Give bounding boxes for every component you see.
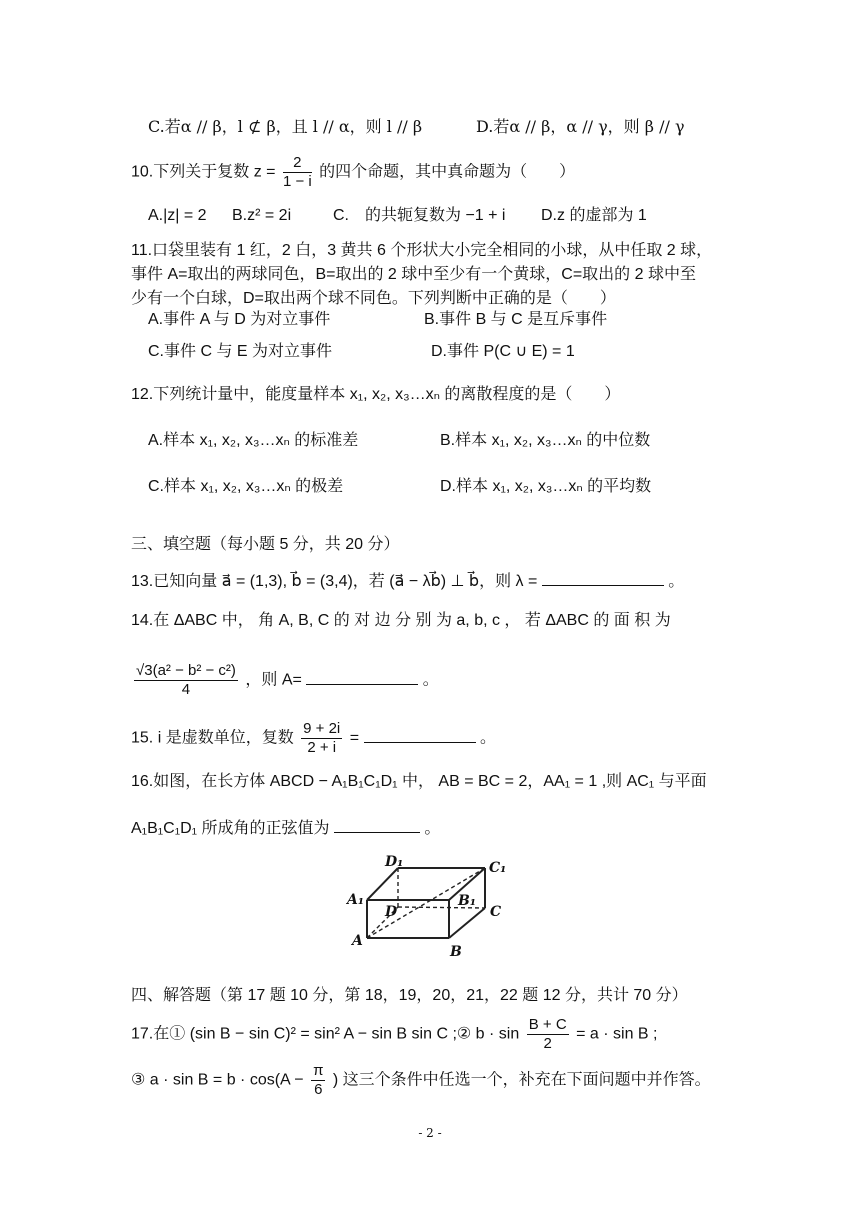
section-3-heading: 三、填空题（每小题 5 分，共 20 分）: [131, 536, 400, 553]
q16-end: 。: [424, 820, 441, 837]
q13-answer-blank[interactable]: [542, 569, 664, 586]
q16-line-2: [131, 816, 440, 840]
q9-option-d: D.若α // β，α // γ，则 β // γ: [476, 117, 685, 136]
page-number: - 2 -: [418, 1126, 442, 1140]
q13-text: 13.已知向量 a⃗ = (1,3), b⃗ = (3,4)，若 (a⃗ − λb⃗) ⊥ b⃗，则 λ =: [131, 573, 538, 590]
q11-option-a: A.事件 A 与 D 为对立事件: [148, 311, 331, 328]
q12-option-a: A.样本 x₁, x₂, x₃…xₙ 的标准差: [148, 432, 359, 449]
q17-frac2-den: 6: [314, 1081, 323, 1098]
cuboid-figure: [345, 850, 515, 965]
q10-stem: [131, 154, 575, 191]
q11-line-3: 少有一个白球，D=取出两个球不同色。下列判断中正确的是（ ）: [131, 290, 616, 307]
q16-line-2-text: A₁B₁C₁D₁ 所成角的正弦值为: [131, 820, 330, 837]
q13: [131, 569, 684, 593]
q14-answer-blank[interactable]: [306, 668, 418, 685]
q12-stem: 12.下列统计量中，能度量样本 x₁, x₂, x₃…xₙ 的离散程度的是（ ）: [131, 386, 621, 403]
q11-line-1: 11.口袋里装有 1 红，2 白，3 黄共 6 个形状大小完全相同的小球，从中任取 2 球，: [131, 242, 713, 259]
q14-line-1: 14.在 ΔABC 中， 角 A, B, C 的 对 边 分 别 为 a, b, c ， 若 ΔABC 的 面 积 为: [131, 612, 671, 629]
q10-option-a: A.|z| = 2: [148, 207, 207, 224]
q17-line-2-post: ) 这三个条件中任选一个，补充在下面问题中并作答。: [332, 1071, 711, 1089]
q10-stem-pre: 10.下列关于复数 z =: [131, 163, 276, 181]
q16-line-1: 16.如图，在长方体 ABCD − A₁B₁C₁D₁ 中， AB = BC = 2，AA₁ = 1 ,则 AC₁ 与平面: [131, 773, 707, 790]
label-b1: B₁: [458, 893, 476, 909]
label-a: A: [352, 933, 363, 949]
q10-option-b: B.z² = 2i: [232, 207, 292, 224]
q17-frac2-num: π: [313, 1062, 324, 1079]
q10-fraction: [283, 154, 312, 191]
q14-fraction: [134, 662, 238, 699]
q10-option-d: D.z 的虚部为 1: [541, 207, 647, 224]
label-c: C: [490, 904, 502, 920]
q15-frac-num: 9 + 2i: [303, 720, 341, 737]
q17-fraction-2: [311, 1062, 325, 1099]
q17-line-2: [131, 1062, 711, 1099]
q13-end: 。: [668, 573, 685, 590]
q17-line-1: [131, 1016, 657, 1053]
q14-end: 。: [422, 671, 439, 689]
q15: [131, 720, 496, 757]
q15-frac-den: 2 + i: [307, 739, 337, 756]
q11-line-2: 事件 A=取出的两球同色，B=取出的 2 球中至少有一个黄球，C=取出的 2 球中至: [131, 266, 696, 283]
q11-option-d: D.事件 P(C ∪ E) = 1: [431, 343, 575, 360]
q17-line-1-pre: 17.在① (sin B − sin C)² = sin² A − sin B sin C ;② b · sin: [131, 1025, 520, 1043]
q14-post: ，则 A=: [245, 671, 302, 689]
q14-line-2: [131, 662, 439, 699]
q17-fraction-1: [527, 1016, 569, 1053]
q12-option-d: D.样本 x₁, x₂, x₃…xₙ 的平均数: [440, 478, 652, 495]
q10-option-c: C. 的共轭复数为 −1 + i: [333, 207, 506, 224]
q11-option-b: B.事件 B 与 C 是互斥事件: [424, 311, 608, 328]
q15-answer-blank[interactable]: [364, 726, 476, 743]
label-d1: D₁: [385, 854, 404, 870]
q15-end: 。: [479, 729, 496, 747]
q17-frac1-num: B + C: [528, 1016, 567, 1033]
q17-line-1-post: = a · sin B ;: [576, 1025, 658, 1043]
q15-fraction: [301, 720, 342, 757]
q14-frac-den: 4: [181, 681, 191, 698]
label-b: B: [450, 944, 462, 960]
label-d: D: [385, 904, 398, 920]
q15-pre: 15. i 是虚数单位，复数: [131, 729, 294, 747]
q12-option-b: B.样本 x₁, x₂, x₃…xₙ 的中位数: [440, 432, 651, 449]
q14-frac-num: √3(a² − b² − c²): [136, 662, 236, 679]
q17-frac1-den: 2: [543, 1035, 552, 1052]
label-a1: A₁: [347, 892, 364, 908]
q11-option-c: C.事件 C 与 E 为对立事件: [148, 343, 333, 360]
q9-option-c: C.若α // β，l ⊄ β，且 l // α，则 l // β: [148, 117, 423, 136]
q10-frac-den: 1 − i: [282, 173, 312, 190]
q10-stem-post: 的四个命题，其中真命题为（ ）: [319, 163, 576, 181]
section-4-heading: 四、解答题（第 17 题 10 分，第 18，19，20，21，22 题 12 分，共计 70 分）: [131, 987, 688, 1004]
q17-line-2-pre: ③ a · sin B = b · cos(A −: [131, 1071, 304, 1089]
q16-answer-blank[interactable]: [334, 816, 420, 833]
q10-frac-num: 2: [283, 154, 312, 173]
q12-option-c: C.样本 x₁, x₂, x₃…xₙ 的极差: [148, 478, 344, 495]
q15-post: =: [349, 729, 360, 747]
label-c1: C₁: [489, 860, 507, 876]
